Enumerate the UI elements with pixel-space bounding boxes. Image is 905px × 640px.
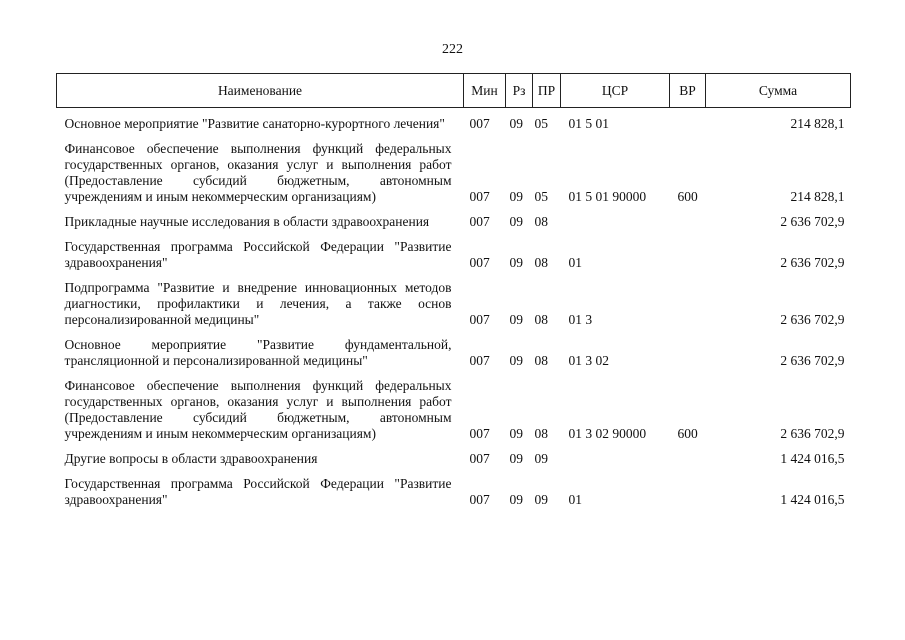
row-pr: 08 xyxy=(534,312,548,327)
row-vr xyxy=(670,476,706,517)
row-vr xyxy=(670,108,706,142)
row-pr: 09 xyxy=(534,451,548,466)
row-name: Государственная программа Российской Федерации "Развитие здравоохранения" xyxy=(64,476,452,507)
row-name: Основное мероприятие "Развитие фундаментальной, трансляционной и персонализированной медицины" xyxy=(64,337,452,368)
row-min: 007 xyxy=(469,426,490,441)
col-header-vr: ВР xyxy=(670,74,706,108)
table-row xyxy=(57,141,851,214)
row-vr xyxy=(670,214,706,239)
row-name: Финансовое обеспечение выполнения функций федеральных государственных органов, оказания услуг и выполнения работ (Предоставление субсидий бюджетным, автономным учреждениям и иным некоммерческим организациям) xyxy=(64,378,452,441)
row-pr: 05 xyxy=(534,116,548,131)
row-csr: 01 3 02 xyxy=(568,353,609,368)
row-name: Подпрограмма "Развитие и внедрение инновационных методов диагностики, профилактики и лечения, а также основ персонализированной медицины" xyxy=(64,280,452,327)
page-number: 222 xyxy=(442,42,463,57)
row-csr xyxy=(561,214,670,239)
col-header-pr: ПР xyxy=(533,74,561,108)
row-pr: 09 xyxy=(534,492,548,507)
col-header-min: Мин xyxy=(464,74,506,108)
row-name: Прикладные научные исследования в области здравоохранения xyxy=(64,214,430,229)
table-header-row xyxy=(57,74,851,108)
row-sum: 1 424 016,5 xyxy=(780,492,845,507)
row-csr: 01 5 01 90000 xyxy=(568,189,647,204)
row-min: 007 xyxy=(469,189,490,204)
row-rz: 09 xyxy=(509,189,523,204)
row-min: 007 xyxy=(469,451,490,466)
row-csr: 01 xyxy=(568,255,582,270)
table-row xyxy=(57,280,851,337)
row-vr: 600 xyxy=(677,189,698,204)
row-csr xyxy=(561,451,670,476)
row-pr: 05 xyxy=(534,189,548,204)
table-row xyxy=(57,451,851,476)
row-name: Финансовое обеспечение выполнения функций федеральных государственных органов, оказания услуг и выполнения работ (Предоставление субсидий бюджетным, автономным учреждениям и иным некоммерческим организациям) xyxy=(64,141,452,204)
row-sum: 2 636 702,9 xyxy=(780,214,845,229)
row-csr: 01 xyxy=(568,492,582,507)
table-row xyxy=(57,214,851,239)
row-sum: 2 636 702,9 xyxy=(780,426,845,441)
col-header-sum: Сумма xyxy=(706,74,851,108)
row-min: 007 xyxy=(469,353,490,368)
row-rz: 09 xyxy=(509,312,523,327)
row-csr: 01 3 xyxy=(568,312,593,327)
row-sum: 214 828,1 xyxy=(790,189,845,204)
table-row xyxy=(57,378,851,451)
row-pr: 08 xyxy=(534,353,548,368)
row-rz: 09 xyxy=(509,353,523,368)
budget-table xyxy=(56,73,851,517)
row-vr xyxy=(670,451,706,476)
row-csr: 01 3 02 90000 xyxy=(568,426,647,441)
row-vr xyxy=(670,239,706,280)
row-rz: 09 xyxy=(509,255,523,270)
row-sum: 1 424 016,5 xyxy=(780,451,845,466)
col-header-name: Наименование xyxy=(57,74,464,108)
row-pr: 08 xyxy=(534,255,548,270)
row-sum: 2 636 702,9 xyxy=(780,312,845,327)
row-pr: 08 xyxy=(534,426,548,441)
row-vr: 600 xyxy=(677,426,698,441)
table-row xyxy=(57,108,851,142)
col-header-rz: Рз xyxy=(506,74,533,108)
row-min: 007 xyxy=(469,492,490,507)
row-rz: 09 xyxy=(509,451,523,466)
row-rz: 09 xyxy=(509,426,523,441)
table-row xyxy=(57,239,851,280)
row-csr: 01 5 01 xyxy=(568,116,609,131)
row-vr xyxy=(670,280,706,337)
col-header-csr: ЦСР xyxy=(561,74,670,108)
row-vr xyxy=(670,337,706,378)
row-sum: 2 636 702,9 xyxy=(780,353,845,368)
row-min: 007 xyxy=(469,214,490,229)
row-sum: 2 636 702,9 xyxy=(780,255,845,270)
row-name: Другие вопросы в области здравоохранения xyxy=(64,451,318,466)
table-row xyxy=(57,476,851,517)
row-min: 007 xyxy=(469,312,490,327)
table-row xyxy=(57,337,851,378)
row-rz: 09 xyxy=(509,492,523,507)
row-min: 007 xyxy=(469,116,490,131)
row-sum: 214 828,1 xyxy=(790,116,845,131)
row-min: 007 xyxy=(469,255,490,270)
row-rz: 09 xyxy=(509,116,523,131)
row-pr: 08 xyxy=(534,214,548,229)
row-name: Государственная программа Российской Федерации "Развитие здравоохранения" xyxy=(64,239,452,270)
row-rz: 09 xyxy=(509,214,523,229)
row-name: Основное мероприятие "Развитие санаторно-курортного лечения" xyxy=(64,116,445,131)
